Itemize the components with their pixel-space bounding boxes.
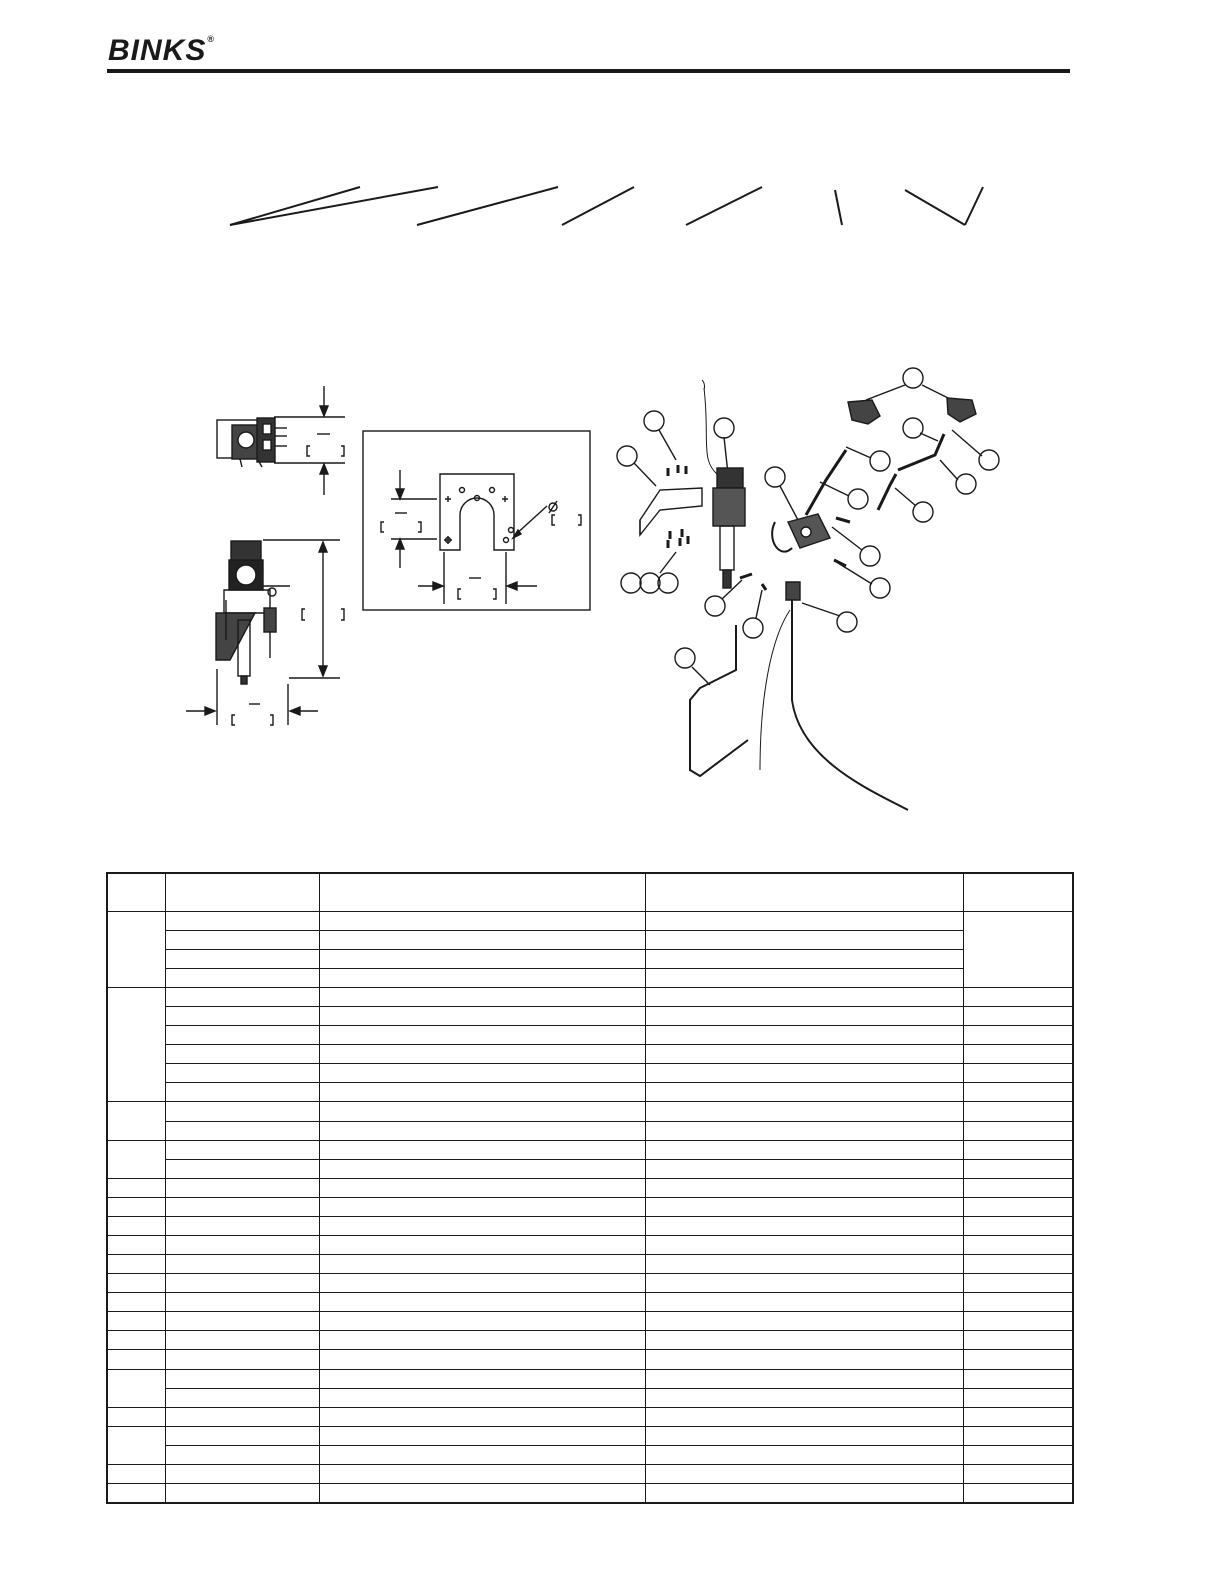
- table-row: [107, 930, 1073, 949]
- registered-mark: ®: [207, 34, 215, 44]
- table-row: [107, 1102, 1073, 1121]
- table-row: [107, 1236, 1073, 1255]
- header-cell: [165, 873, 319, 911]
- table-row: [107, 1083, 1073, 1102]
- table-row: [107, 1445, 1073, 1464]
- header-cell: [107, 873, 165, 911]
- exploded-assembly-drawing: [617, 368, 999, 810]
- table-row: [107, 1140, 1073, 1159]
- table-row: [107, 1369, 1073, 1388]
- table-row: [107, 1331, 1073, 1350]
- parts-list-table: [106, 872, 1074, 1504]
- table-row: [107, 1388, 1073, 1407]
- table-row: [107, 1026, 1073, 1045]
- dimension-height-top: [274, 386, 345, 495]
- pump-side-view-drawing: [216, 541, 290, 684]
- table-row: [107, 1350, 1073, 1369]
- header-cell: [963, 873, 1073, 911]
- bracket-plate-drawing: [363, 431, 590, 610]
- table-row: [107, 1159, 1073, 1178]
- table-row: [107, 1178, 1073, 1197]
- leader-lines: [230, 187, 983, 225]
- table-row: [107, 1045, 1073, 1064]
- table-row: [107, 911, 1073, 930]
- table-row: [107, 1255, 1073, 1274]
- table-row: [107, 1197, 1073, 1216]
- table-row: [107, 1216, 1073, 1235]
- table-row: [107, 1293, 1073, 1312]
- table-row: [107, 1407, 1073, 1426]
- table-row: [107, 949, 1073, 968]
- table-row: [107, 1007, 1073, 1026]
- table-row: [107, 1484, 1073, 1503]
- table-header-row: [107, 873, 1073, 911]
- table-row: [107, 1464, 1073, 1483]
- pump-top-view-drawing: [217, 418, 287, 467]
- header-cell: [319, 873, 645, 911]
- table-row: [107, 1121, 1073, 1140]
- table-row: [107, 1064, 1073, 1083]
- header-cell: [645, 873, 963, 911]
- table-row: [107, 987, 1073, 1006]
- table-row: [107, 1312, 1073, 1331]
- table-row: [107, 1426, 1073, 1445]
- table-row: [107, 1274, 1073, 1293]
- table-row: [107, 968, 1073, 987]
- brand-name: BINKS: [108, 34, 207, 67]
